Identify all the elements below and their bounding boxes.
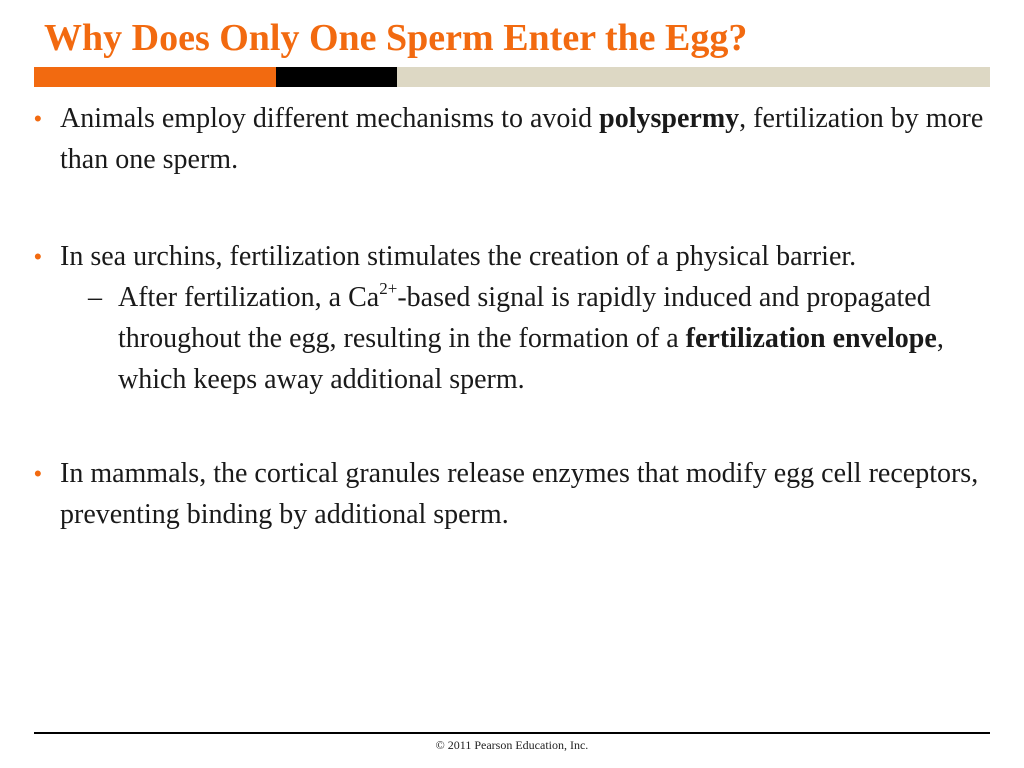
bullet-item-mammals <box>34 453 984 535</box>
bullet-text: Animals employ different mechanisms to avoid <box>60 103 600 134</box>
accent-bar-beige-segment <box>397 67 990 87</box>
copyright-footer: © 2011 Pearson Education, Inc. <box>435 738 589 752</box>
sub-bullet-text: After fertilization, a Ca <box>118 282 380 313</box>
bullet-bold-term: polyspermy <box>599 103 740 134</box>
bullet-text: , fertilization by more than one sperm. <box>60 103 984 175</box>
sub-bullet-item-ca-signal <box>34 277 984 400</box>
bullet-text: In mammals, the cortical granules release enzymes that modify egg cell receptors, preventing binding by additional sperm. <box>60 458 979 530</box>
bullet-marker: • <box>34 461 42 486</box>
superscript-charge: 2+ <box>379 278 398 298</box>
bullet-marker: • <box>34 244 42 269</box>
bullet-item-sea-urchins <box>34 236 984 277</box>
bullet-item-polyspermy <box>34 98 984 180</box>
sub-bullet-marker: – <box>88 282 102 313</box>
sub-bullet-text: -based signal is rapidly induced and propagated throughout the egg, resulting in the formation of a <box>118 282 931 354</box>
sub-bullet-text: , which keeps away additional sperm. <box>118 323 944 395</box>
slide-body <box>34 98 984 535</box>
accent-bar-orange-segment <box>34 67 276 87</box>
bullet-marker: • <box>34 106 42 131</box>
bullet-text: In sea urchins, fertilization stimulates the creation of a physical barrier. <box>60 241 857 272</box>
accent-bar-black-segment <box>276 67 397 87</box>
slide-title: Why Does Only One Sperm Enter the Egg? <box>44 17 748 59</box>
sub-bullet-bold-term: fertilization envelope <box>685 323 937 354</box>
footer-divider <box>34 732 990 734</box>
title-accent-bar <box>34 67 990 87</box>
